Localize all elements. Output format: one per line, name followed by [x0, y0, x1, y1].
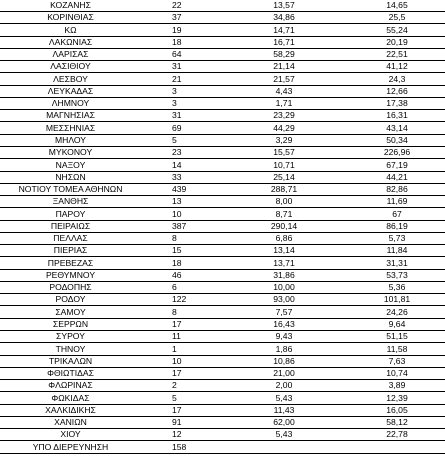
table-row [0, 405, 445, 417]
region-name-cell: ΜΑΓΝΗΣΙΑΣ [46, 110, 95, 121]
cases-cell: 8 [172, 306, 177, 317]
incidence-cell: 226,96 [383, 147, 411, 158]
cases-cell: 14 [172, 159, 182, 170]
incidence-cell: 10,74 [386, 368, 408, 379]
region-name-cell: ΜΕΣΣΗΝΙΑΣ [45, 122, 96, 133]
per-100k-cell: 9,43 [275, 331, 293, 342]
cases-cell: 31 [172, 110, 182, 121]
incidence-cell: 5,73 [388, 233, 406, 244]
incidence-cell: 67,19 [386, 159, 408, 170]
per-100k-cell: 11,43 [273, 404, 295, 415]
per-100k-cell: 7,57 [275, 306, 293, 317]
region-name-cell: ΧΑΛΚΙΔΙΚΗΣ [45, 404, 96, 415]
table-row [0, 147, 445, 159]
region-name-cell: ΡΟΔΟΥ [55, 294, 86, 305]
region-name-cell: ΦΩΚΙΔΑΣ [51, 392, 90, 403]
per-100k-cell: 10,86 [273, 355, 295, 366]
region-name-cell: ΧΙΟΥ [60, 429, 81, 440]
cases-cell: 3 [172, 85, 177, 96]
cases-cell: 22 [172, 0, 182, 10]
region-name-cell: ΛΗΜΝΟΥ [51, 98, 90, 109]
table-row [0, 282, 445, 294]
cases-cell: 17 [172, 319, 182, 330]
incidence-cell: 7,63 [388, 355, 406, 366]
table-row [0, 61, 445, 73]
cases-cell: 12 [172, 429, 182, 440]
cases-cell: 5 [172, 134, 177, 145]
table-row [0, 98, 445, 110]
per-100k-cell: 3,29 [275, 134, 293, 145]
cases-cell: 387 [172, 220, 187, 231]
cases-cell: 64 [172, 49, 182, 60]
cases-cell: 5 [172, 392, 177, 403]
table-row [0, 233, 445, 245]
per-100k-cell: 31,86 [273, 269, 295, 280]
table-row [0, 160, 445, 172]
region-name-cell: ΛΑΣΙΘΙΟΥ [50, 61, 91, 72]
table-row [0, 196, 445, 208]
region-name-cell: ΠΕΙΡΑΙΩΣ [50, 220, 91, 231]
incidence-cell: 16,31 [386, 110, 408, 121]
region-name-cell: ΤΗΝΟΥ [55, 343, 86, 354]
table-row [0, 393, 445, 405]
table-row [0, 12, 445, 24]
table-row [0, 110, 445, 122]
incidence-cell: 53,73 [386, 269, 408, 280]
incidence-cell: 11,84 [386, 245, 408, 256]
table-row [0, 123, 445, 135]
cases-cell: 439 [172, 184, 187, 195]
table-row [0, 86, 445, 98]
region-name-cell: ΡΕΘΥΜΝΟΥ [45, 269, 96, 280]
region-name-cell: ΛΕΥΚΑΔΑΣ [47, 85, 94, 96]
cases-cell: 11 [172, 331, 181, 342]
per-100k-cell: 290,14 [270, 220, 298, 231]
per-100k-cell: 34,86 [273, 12, 295, 23]
incidence-cell: 12,66 [386, 85, 408, 96]
table-row [0, 0, 445, 12]
cases-cell: 122 [172, 294, 187, 305]
region-name-cell: ΝΗΣΩΝ [55, 171, 86, 182]
incidence-cell: 11,58 [386, 343, 408, 354]
incidence-cell: 82,86 [386, 184, 408, 195]
incidence-cell: 31,31 [386, 257, 408, 268]
region-name-cell: ΤΡΙΚΑΛΩΝ [48, 355, 93, 366]
per-100k-cell: 14,71 [273, 24, 295, 35]
per-100k-cell: 13,71 [273, 257, 295, 268]
cases-cell: 37 [172, 12, 182, 23]
region-name-cell: ΜΗΛΟΥ [54, 134, 87, 145]
region-name-cell: ΥΠΟ ΔΙΕΡΕΥΝΗΣΗ [32, 441, 109, 452]
region-name-cell: ΝΑΞΟΥ [55, 159, 86, 170]
table-row [0, 442, 445, 454]
cases-cell: 13 [172, 196, 182, 207]
cases-cell: 158 [172, 441, 187, 452]
table-row [0, 380, 445, 392]
per-100k-cell: 8,00 [275, 196, 293, 207]
incidence-cell: 9,64 [388, 319, 406, 330]
cases-cell: 23 [172, 147, 182, 158]
cases-cell: 31 [172, 61, 182, 72]
incidence-cell: 12,39 [386, 392, 408, 403]
per-100k-cell: 6,86 [275, 233, 293, 244]
table-row [0, 37, 445, 49]
region-name-cell: ΚΩ [64, 24, 77, 35]
per-100k-cell: 2,00 [275, 380, 293, 391]
region-name-cell: ΣΥΡΟΥ [56, 331, 85, 342]
per-100k-cell: 21,00 [273, 368, 295, 379]
per-100k-cell: 5,43 [275, 429, 293, 440]
per-100k-cell: 13,14 [273, 245, 295, 256]
incidence-cell: 3,89 [388, 380, 406, 391]
incidence-cell: 101,81 [383, 294, 411, 305]
region-name-cell: ΚΟΡΙΝΘΙΑΣ [47, 12, 94, 23]
cases-cell: 33 [172, 171, 182, 182]
table-row [0, 245, 445, 257]
cases-cell: 69 [172, 122, 182, 133]
table-row [0, 319, 445, 331]
region-name-cell: ΦΛΩΡΙΝΑΣ [48, 380, 93, 391]
region-name-cell: ΛΕΣΒΟΥ [53, 73, 88, 84]
incidence-cell: 22,51 [386, 49, 408, 60]
per-100k-cell: 15,57 [273, 147, 295, 158]
incidence-cell: 51,15 [386, 331, 408, 342]
table-row [0, 294, 445, 306]
per-100k-cell: 21,57 [273, 73, 295, 84]
cases-cell: 46 [172, 269, 182, 280]
incidence-cell: 24,3 [388, 73, 406, 84]
region-name-cell: ΡΟΔΟΠΗΣ [49, 282, 92, 293]
per-100k-cell: 62,00 [273, 417, 295, 428]
table-row [0, 221, 445, 233]
cases-cell: 1 [172, 343, 177, 354]
incidence-cell: 14,65 [386, 0, 408, 10]
table-row [0, 331, 445, 343]
per-100k-cell: 8,71 [275, 208, 293, 219]
table-row [0, 74, 445, 86]
region-name-cell: ΞΑΝΘΗΣ [52, 196, 89, 207]
table-row [0, 417, 445, 429]
cases-cell: 15 [172, 245, 182, 256]
per-100k-cell: 21,14 [273, 61, 295, 72]
cases-cell: 10 [172, 208, 182, 219]
region-name-cell: ΦΘΙΩΤΙΔΑΣ [47, 368, 94, 379]
region-name-cell: ΣΕΡΡΩΝ [52, 319, 89, 330]
region-name-cell: ΝΟΤΙΟΥ ΤΟΜΕΑ ΑΘΗΝΩΝ [18, 184, 123, 195]
cases-cell: 17 [172, 368, 182, 379]
cases-cell: 91 [172, 417, 182, 428]
table-row [0, 368, 445, 380]
region-name-cell: ΣΑΜΟΥ [55, 306, 86, 317]
cases-cell: 6 [172, 282, 177, 293]
cases-cell: 18 [172, 36, 182, 47]
per-100k-cell: 1,86 [275, 343, 293, 354]
per-100k-cell: 16,43 [273, 319, 295, 330]
region-name-cell: ΠΑΡΟΥ [55, 208, 86, 219]
table-row [0, 172, 445, 184]
table-row [0, 49, 445, 61]
table-row [0, 307, 445, 319]
incidence-cell: 25,5 [388, 12, 406, 23]
per-100k-cell: 23,29 [273, 110, 295, 121]
cases-cell: 17 [172, 404, 182, 415]
incidence-cell: 5,36 [388, 282, 406, 293]
region-name-cell: ΜΥΚΟΝΟΥ [48, 147, 93, 158]
cases-cell: 3 [172, 98, 177, 109]
per-100k-cell: 25,14 [273, 171, 295, 182]
table-row [0, 429, 445, 441]
incidence-cell: 44,21 [386, 171, 408, 182]
cases-cell: 8 [172, 233, 177, 244]
cases-cell: 19 [172, 24, 182, 35]
region-name-cell: ΛΑΡΙΣΑΣ [52, 49, 89, 60]
per-100k-cell: 1,71 [275, 98, 293, 109]
cases-cell: 18 [172, 257, 182, 268]
incidence-cell: 67 [392, 208, 402, 219]
incidence-cell: 86,19 [386, 220, 408, 231]
per-100k-cell: 16,71 [273, 36, 295, 47]
incidence-cell: 41,12 [386, 61, 408, 72]
per-100k-cell [230, 442, 338, 453]
per-100k-cell: 13,57 [273, 0, 295, 10]
per-100k-cell: 44,29 [273, 122, 295, 133]
region-name-cell: ΧΑΝΙΩΝ [54, 417, 87, 428]
table-row [0, 209, 445, 221]
table-row [0, 184, 445, 196]
region-name-cell: ΠΡΕΒΕΖΑΣ [47, 257, 94, 268]
per-100k-cell: 288,71 [270, 184, 298, 195]
incidence-cell: 55,24 [386, 24, 408, 35]
cases-cell: 10 [172, 355, 182, 366]
per-100k-cell: 4,43 [275, 85, 293, 96]
region-name-cell: ΠΙΕΡΙΑΣ [53, 245, 88, 256]
incidence-cell [352, 442, 442, 453]
table-row [0, 135, 445, 147]
per-100k-cell: 93,00 [273, 294, 295, 305]
table-row [0, 270, 445, 282]
region-name-cell: ΚΟΖΑΝΗΣ [50, 0, 91, 10]
incidence-cell: 22,78 [386, 429, 408, 440]
table-row [0, 258, 445, 270]
region-name-cell: ΛΑΚΩΝΙΑΣ [48, 36, 93, 47]
incidence-cell: 50,34 [386, 134, 408, 145]
table-row [0, 356, 445, 368]
table-row [0, 25, 445, 37]
per-100k-cell: 10,71 [273, 159, 295, 170]
incidence-cell: 17,38 [386, 98, 408, 109]
per-100k-cell: 5,43 [275, 392, 293, 403]
cases-cell: 2 [172, 380, 177, 391]
incidence-cell: 16,05 [386, 404, 408, 415]
cases-cell: 21 [172, 73, 182, 84]
incidence-cell: 58,12 [386, 417, 408, 428]
incidence-cell: 11,69 [386, 196, 408, 207]
region-name-cell: ΠΕΛΛΑΣ [53, 233, 88, 244]
table-row [0, 344, 445, 356]
incidence-cell: 43,14 [386, 122, 408, 133]
incidence-cell: 20,19 [386, 36, 408, 47]
incidence-cell: 24,26 [386, 306, 408, 317]
per-100k-cell: 10,00 [273, 282, 295, 293]
per-100k-cell: 58,29 [273, 49, 295, 60]
